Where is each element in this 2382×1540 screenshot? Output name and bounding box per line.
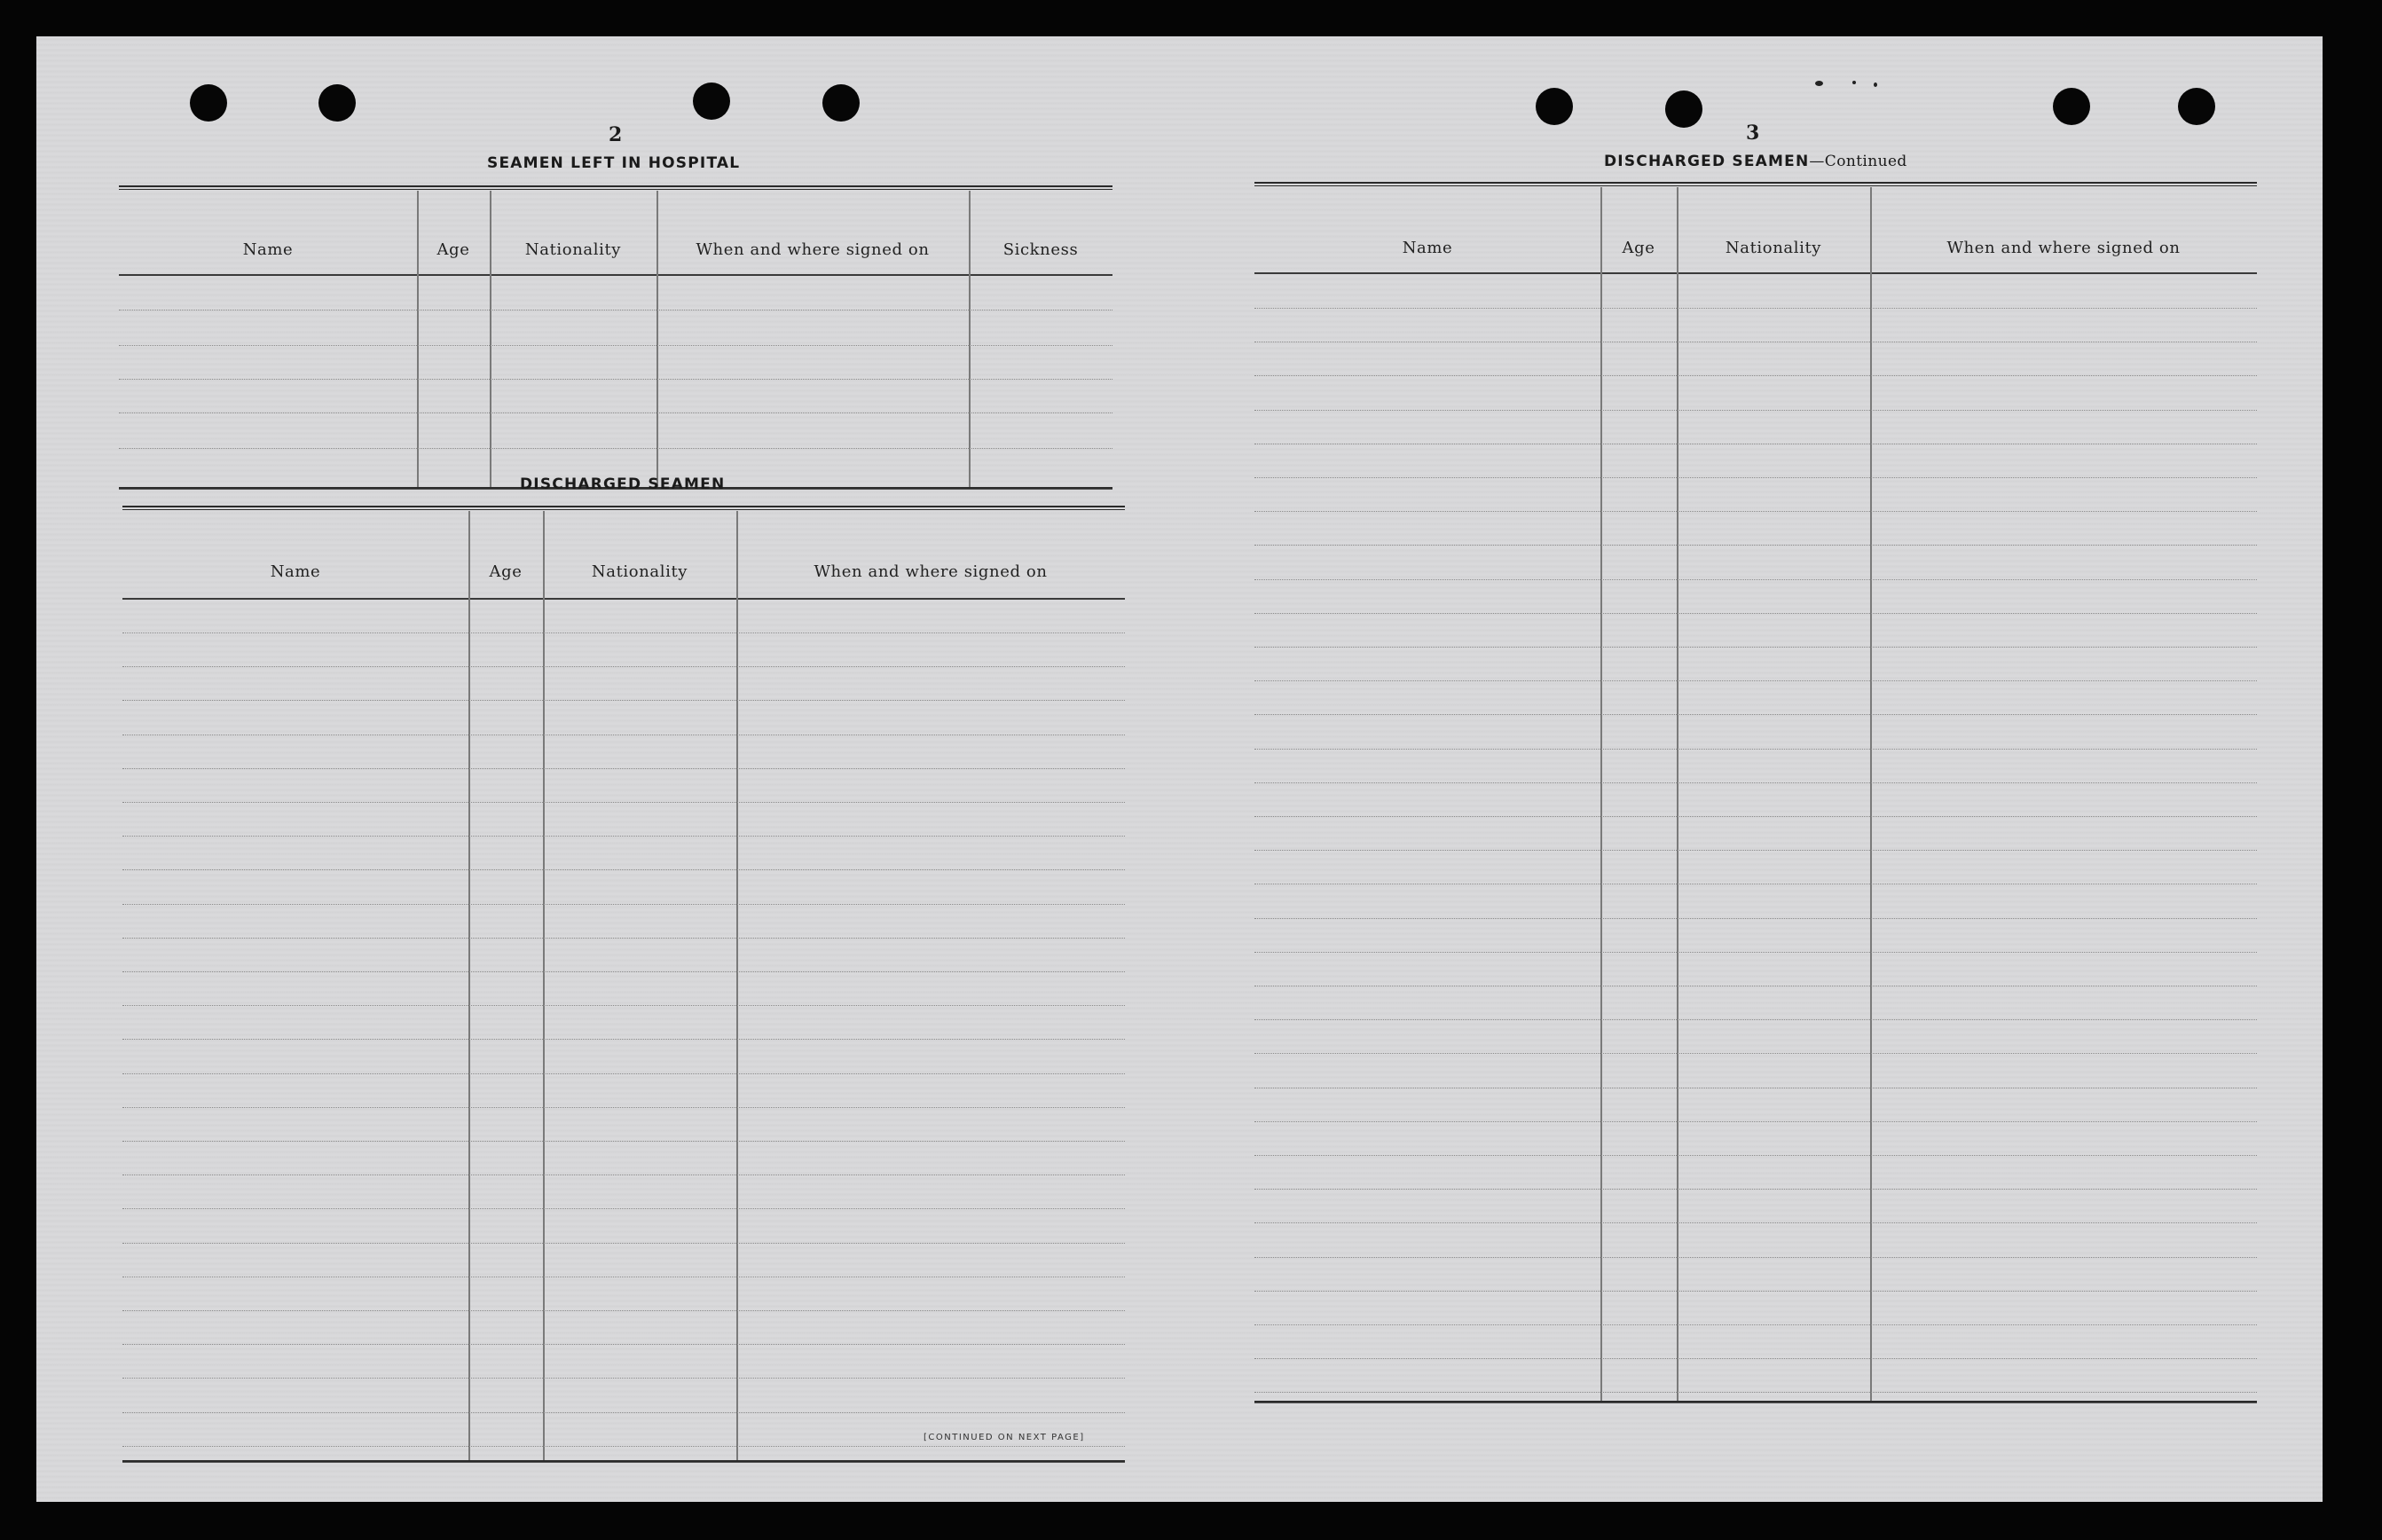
- discharged-section-title: DISCHARGED SEAMEN: [520, 475, 726, 493]
- row-line: [122, 869, 1125, 870]
- punch-hole: [1536, 88, 1573, 125]
- punch-hole: [318, 84, 356, 122]
- row-line: [1254, 1053, 2257, 1054]
- column-header-signed-on: When and where signed on: [1946, 239, 2181, 257]
- row-line: [122, 700, 1125, 701]
- row-line: [122, 1310, 1125, 1311]
- column-divider: [543, 511, 545, 1460]
- row-line: [1254, 1392, 2257, 1393]
- table-top-rule: [122, 506, 1125, 510]
- punch-hole: [2178, 88, 2215, 125]
- column-header-age: Age: [436, 240, 470, 259]
- row-line: [1254, 680, 2257, 681]
- ink-mark: [1874, 82, 1877, 87]
- table-bottom-rule: [122, 1460, 1125, 1463]
- column-divider: [1870, 187, 1872, 1401]
- row-line: [1254, 1222, 2257, 1223]
- row-line: [1254, 1189, 2257, 1190]
- header-rule: [122, 598, 1125, 600]
- row-line: [122, 1073, 1125, 1074]
- row-line: [122, 768, 1125, 769]
- row-line: [119, 379, 1112, 380]
- header-rule: [119, 274, 1112, 276]
- punch-hole: [190, 84, 227, 122]
- row-line: [1254, 1291, 2257, 1292]
- column-divider: [1677, 187, 1678, 1401]
- punch-hole: [693, 82, 730, 120]
- row-line: [1254, 850, 2257, 851]
- row-line: [122, 836, 1125, 837]
- ink-mark: [1815, 81, 1823, 86]
- row-line: [1254, 1324, 2257, 1325]
- row-line: [119, 345, 1112, 346]
- row-line: [122, 1107, 1125, 1108]
- table-top-rule: [119, 185, 1112, 190]
- row-line: [122, 1208, 1125, 1209]
- row-line: [1254, 375, 2257, 376]
- hospital-section-title: SEAMEN LEFT IN HOSPITAL: [487, 154, 741, 172]
- row-line: [122, 1412, 1125, 1413]
- column-header-signed-on: When and where signed on: [696, 240, 930, 259]
- row-line: [122, 1005, 1125, 1006]
- discharged-table: [122, 506, 1125, 1464]
- continued-footnote: [CONTINUED ON NEXT PAGE]: [924, 1433, 1085, 1442]
- hospital-table: [119, 185, 1112, 491]
- row-line: [1254, 545, 2257, 546]
- section-title-suffix: —Continued: [1809, 153, 1907, 170]
- row-line: [122, 938, 1125, 939]
- punch-hole: [822, 84, 860, 122]
- page-number-left: 2: [609, 123, 623, 146]
- column-header-nationality: Nationality: [1725, 239, 1822, 257]
- row-line: [1254, 647, 2257, 648]
- column-header-age: Age: [1622, 239, 1655, 257]
- discharged-continued-title: [1604, 153, 1907, 170]
- column-header-sickness: Sickness: [1002, 240, 1079, 259]
- column-header-age: Age: [489, 562, 523, 581]
- row-line: [122, 1378, 1125, 1379]
- row-line: [1254, 918, 2257, 919]
- row-line: [119, 448, 1112, 449]
- punch-hole: [1665, 90, 1702, 128]
- column-header-name: Name: [270, 562, 321, 581]
- column-header-nationality: Nationality: [591, 562, 688, 581]
- discharged-continued-table: [1254, 182, 2257, 1406]
- row-line: [1254, 410, 2257, 411]
- row-line: [1254, 1155, 2257, 1156]
- column-divider: [490, 191, 491, 487]
- row-line: [1254, 1121, 2257, 1122]
- row-line: [1254, 952, 2257, 953]
- row-line: [1254, 1019, 2257, 1020]
- row-line: [1254, 816, 2257, 817]
- column-header-nationality: Nationality: [524, 240, 622, 259]
- column-divider: [736, 511, 738, 1460]
- row-line: [122, 904, 1125, 905]
- ink-mark: [1852, 81, 1856, 84]
- row-line: [122, 666, 1125, 667]
- header-rule: [1254, 272, 2257, 274]
- row-line: [1254, 579, 2257, 580]
- row-line: [1254, 782, 2257, 783]
- table-top-rule: [1254, 182, 2257, 186]
- row-line: [1254, 1358, 2257, 1359]
- row-line: [122, 802, 1125, 803]
- document-sheet: [36, 36, 2323, 1502]
- column-divider: [468, 511, 470, 1460]
- row-line: [1254, 1257, 2257, 1258]
- row-line: [1254, 308, 2257, 309]
- row-line: [1254, 511, 2257, 512]
- column-header-signed-on: When and where signed on: [814, 562, 1048, 581]
- column-divider: [656, 191, 658, 487]
- row-line: [1254, 714, 2257, 715]
- page-number-right: 3: [1746, 122, 1760, 145]
- row-line: [1254, 477, 2257, 478]
- row-line: [122, 632, 1125, 633]
- row-line: [1254, 613, 2257, 614]
- column-divider: [417, 191, 419, 487]
- row-line: [122, 1446, 1125, 1447]
- column-header-name: Name: [1402, 239, 1453, 257]
- column-divider: [1600, 187, 1602, 1401]
- punch-hole: [2053, 88, 2090, 125]
- section-title-text: DISCHARGED SEAMEN: [1604, 153, 1810, 170]
- row-line: [122, 1344, 1125, 1345]
- row-line: [122, 1243, 1125, 1244]
- row-line: [122, 1039, 1125, 1040]
- table-bottom-rule: [1254, 1401, 2257, 1403]
- row-line: [122, 971, 1125, 972]
- column-divider: [969, 191, 971, 487]
- row-line: [119, 412, 1112, 413]
- row-line: [122, 1141, 1125, 1142]
- row-line: [1254, 749, 2257, 750]
- column-header-name: Name: [242, 240, 294, 259]
